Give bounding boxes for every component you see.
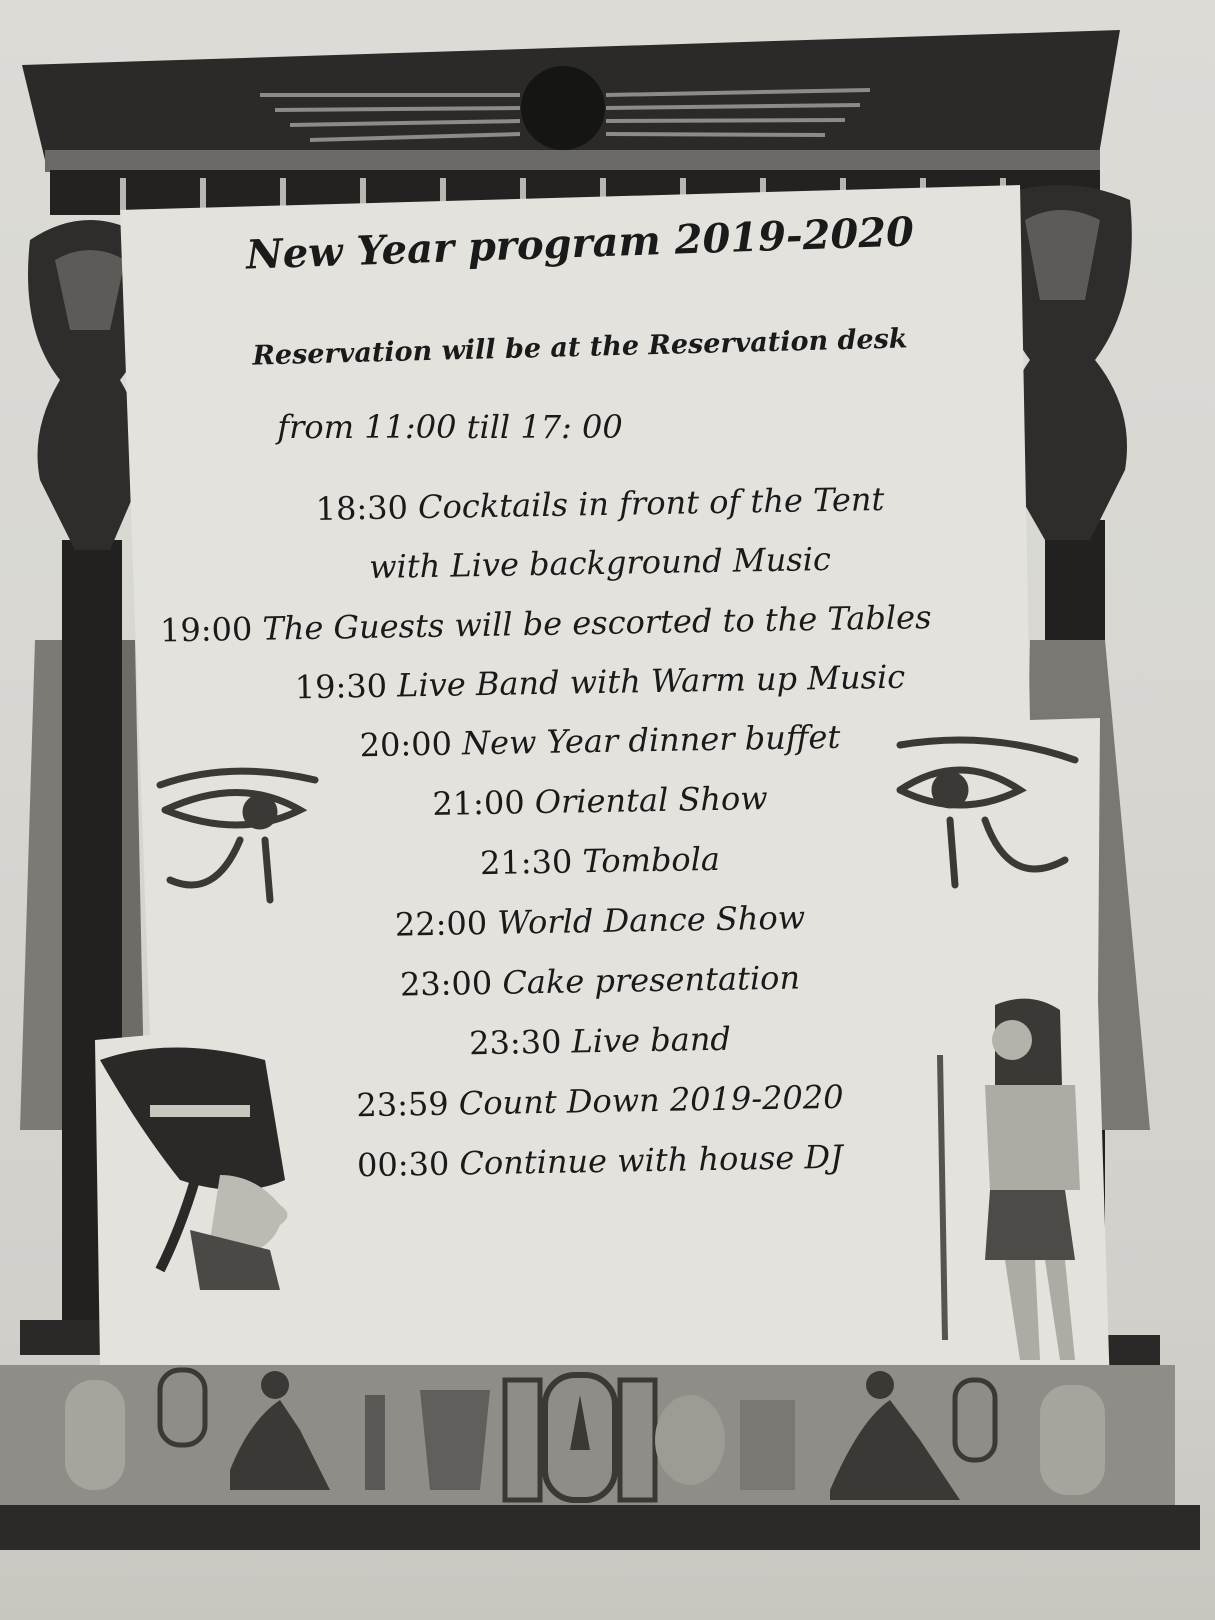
schedule-item xyxy=(170,536,1031,589)
schedule-time: 00:30 xyxy=(356,1144,450,1185)
schedule-item xyxy=(170,655,1031,708)
schedule-time: 21:00 xyxy=(432,783,525,823)
schedule-event: Live band xyxy=(571,1019,732,1061)
schedule-item xyxy=(170,1074,1031,1127)
program-text-panel xyxy=(150,200,1010,1200)
schedule-time: 19:00 xyxy=(159,609,253,650)
schedule-event: Cake presentation xyxy=(502,958,801,1002)
schedule-event: Count Down 2019-2020 xyxy=(458,1077,844,1123)
schedule-event: Oriental Show xyxy=(534,779,768,822)
schedule-time: 23:59 xyxy=(356,1084,449,1125)
schedule-time: 21:30 xyxy=(479,842,573,883)
schedule-item xyxy=(170,1134,1031,1187)
schedule-event: Cocktails in front of the Tent xyxy=(417,480,885,527)
schedule-time: 23:00 xyxy=(399,963,493,1004)
program-title: New Year program 2019-2020 xyxy=(245,208,915,279)
schedule-event: The Guests will be escorted to the Tables xyxy=(262,598,932,648)
schedule-event: Live Band with Warm up Music xyxy=(396,657,906,705)
schedule-item xyxy=(170,834,1031,887)
schedule-time: 20:00 xyxy=(359,724,453,765)
schedule-event: Continue with house DJ xyxy=(459,1137,844,1183)
schedule-item xyxy=(170,1014,1031,1067)
schedule-event: New Year dinner buffet xyxy=(461,717,841,763)
schedule-item xyxy=(170,714,1031,767)
schedule-time: 18:30 xyxy=(315,488,409,528)
schedule-time: 23:30 xyxy=(468,1022,562,1063)
schedule-event: with Live background Music xyxy=(368,539,832,587)
schedule-item xyxy=(160,596,1021,649)
schedule-event: Tombola xyxy=(582,839,721,881)
reservation-note: Reservation will be at the Reservation desk xyxy=(252,323,908,372)
schedule-item xyxy=(170,894,1031,947)
reservation-hours: from 11:00 till 17: 00 xyxy=(277,408,623,446)
schedule-event: World Dance Show xyxy=(497,898,806,942)
schedule-item xyxy=(170,774,1031,827)
schedule-time: 22:00 xyxy=(394,903,488,944)
schedule-item xyxy=(170,477,1031,530)
schedule-item xyxy=(170,954,1031,1007)
schedule-time: 19:30 xyxy=(294,666,388,707)
